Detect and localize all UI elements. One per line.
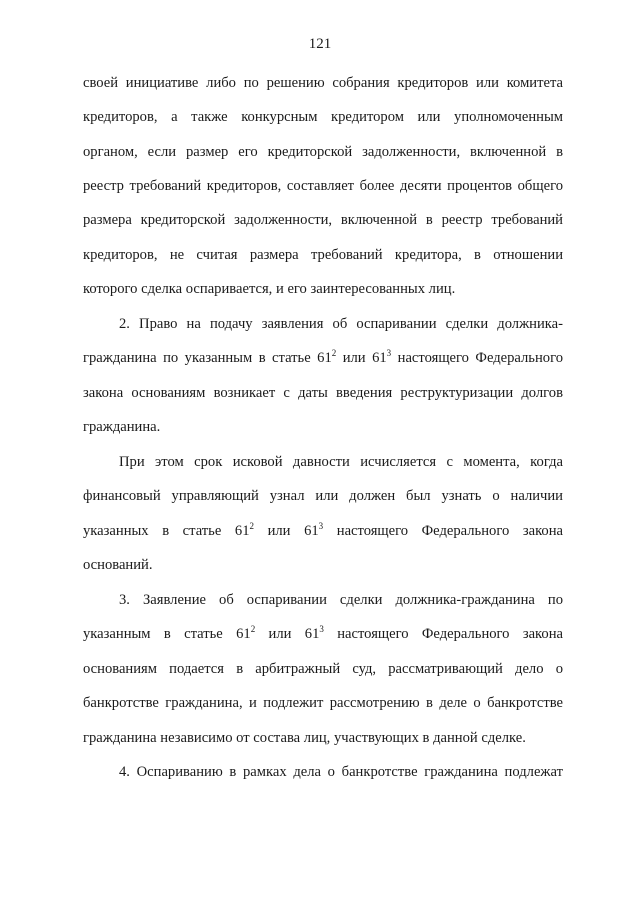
text-line: гражданина по указанным в статье $61^2$ или $61^3$ настоящего Федерального xyxy=(83,348,563,366)
page-number: 121 xyxy=(308,36,332,52)
text-line: которого сделка оспаривается, и его заинтересованных лиц. xyxy=(83,281,456,297)
text-line: гражданина. xyxy=(83,419,161,435)
text-line: реестр требований кредиторов, составляет более десяти процентов общего xyxy=(83,178,563,194)
text-line: кредиторов, не считая размера требований кредитора, в отношении xyxy=(83,247,563,263)
text-line: гражданина независимо от состава лиц, участвующих в данной сделке. xyxy=(83,730,526,746)
text-line: 4. Оспариванию в рамках дела о банкротстве гражданина подлежат xyxy=(119,764,563,780)
text-line: размера кредиторской задолженности, включенной в реестр требований xyxy=(83,212,563,228)
text-line: финансовый управляющий узнал или должен был узнать о наличии xyxy=(83,488,563,504)
text-line: оснований. xyxy=(83,557,153,573)
text-line: При этом срок исковой давности исчисляется с момента, когда xyxy=(119,454,563,470)
text-line: указанных в статье $61^2$ или $61^3$ настоящего Федерального закона xyxy=(83,521,563,539)
text-line: закона основаниям возникает с даты введения реструктуризации долгов xyxy=(83,385,563,401)
text-line: кредиторов, а также конкурсным кредитором или уполномоченным xyxy=(83,109,563,125)
text-line: органом, если размер его кредиторской задолженности, включенной в xyxy=(83,144,563,160)
text-line: своей инициативе либо по решению собрания кредиторов или комитета xyxy=(83,75,563,91)
text-line: основаниям подается в арбитражный суд, рассматривающий дело о xyxy=(83,661,563,677)
text-line: 2. Право на подачу заявления об оспаривании сделки должника- xyxy=(119,316,563,332)
text-line: банкротстве гражданина, и подлежит рассмотрению в деле о банкротстве xyxy=(83,695,563,711)
text-line: 3. Заявление об оспаривании сделки должника-гражданина по xyxy=(119,592,563,608)
text-line: указанным в статье $61^2$ или $61^3$ настоящего Федерального закона xyxy=(83,624,563,642)
